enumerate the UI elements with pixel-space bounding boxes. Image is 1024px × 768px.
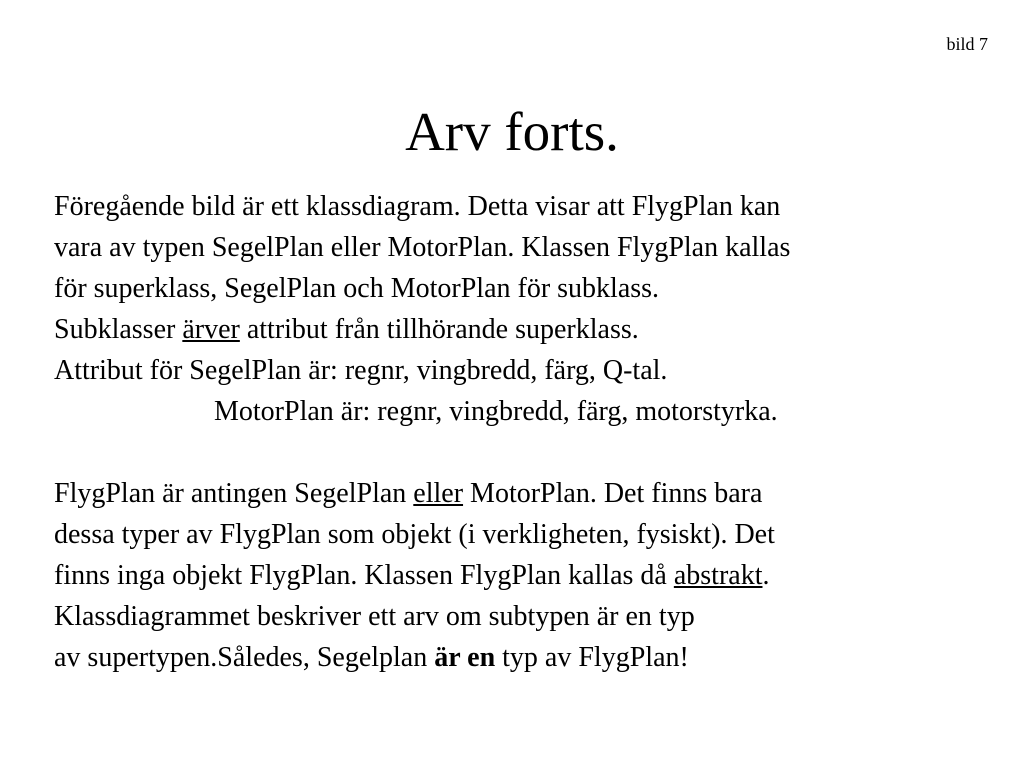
text-segment: FlygPlan är antingen SegelPlan	[54, 478, 414, 509]
text-line: Föregående bild är ett klassdiagram. Detta visar att FlygPlan kan	[54, 191, 781, 222]
slide-number: bild 7	[946, 34, 988, 54]
text-line: Klassdiagrammet beskriver ett arv om subtypen är en typ	[54, 601, 695, 632]
text-segment: MotorPlan. Det finns bara	[463, 478, 763, 509]
paragraph-class-diagram	[54, 186, 994, 432]
text-line: dessa typer av FlygPlan som objekt (i verkligheten, fysiskt). Det	[54, 519, 775, 550]
text-line	[54, 309, 994, 350]
text-line: vara av typen SegelPlan eller MotorPlan. Klassen FlygPlan kallas	[54, 232, 791, 263]
text-line	[54, 637, 994, 678]
paragraph-spacer	[54, 432, 994, 473]
text-line: för superklass, SegelPlan och MotorPlan för subklass.	[54, 273, 660, 304]
underlined-term-arver: ärver	[182, 314, 240, 345]
underlined-term-abstrakt: abstrakt	[673, 560, 763, 591]
text-segment: .	[762, 560, 770, 591]
text-segment: attribut från tillhörande superklass.	[239, 314, 639, 345]
text-segment: finns inga objekt FlygPlan. Klassen FlygPlan kallas då	[54, 560, 674, 591]
text-line-indented: MotorPlan är: regnr, vingbredd, färg, motorstyrka.	[214, 396, 778, 427]
text-line: Attribut för SegelPlan är: regnr, vingbredd, färg, Q-tal.	[54, 355, 668, 386]
text-segment: av supertypen.Således, Segelplan	[54, 642, 435, 673]
slide-title: Arv forts.	[405, 101, 619, 162]
slide-body	[54, 186, 994, 678]
text-segment: typ av FlygPlan!	[495, 642, 689, 673]
text-segment: Subklasser	[54, 314, 183, 345]
text-line	[54, 555, 994, 596]
text-line	[54, 473, 994, 514]
paragraph-abstract-class	[54, 473, 994, 678]
bold-term-ar-en: är en	[434, 642, 496, 673]
underlined-term-eller: eller	[413, 478, 464, 509]
